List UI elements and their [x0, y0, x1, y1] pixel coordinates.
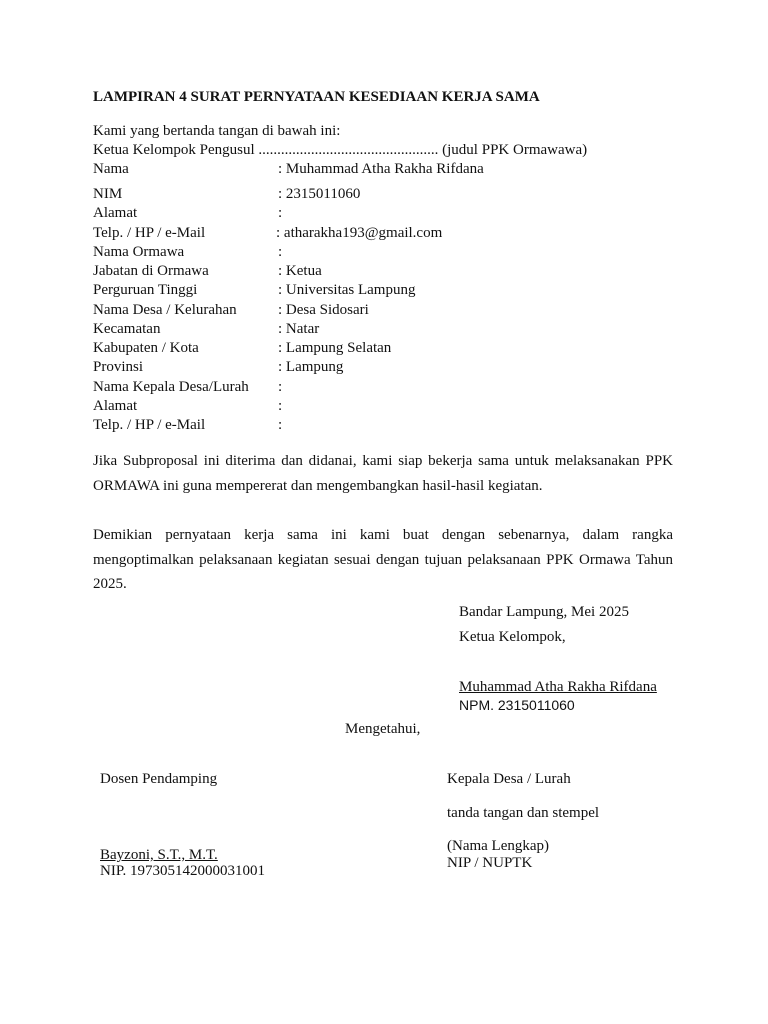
field-value: : Lampung [278, 359, 344, 375]
field-label: Perguruan Tinggi [93, 282, 198, 298]
ketua-kelompok-line: Ketua Kelompok Pengusul ................................................ (judul PPK Ormawawa) [93, 142, 588, 158]
intro-text: Kami yang bertanda tangan di bawah ini: [93, 123, 341, 139]
field-value: : Ketua [278, 263, 322, 279]
field-label: Nama [93, 161, 129, 177]
kepala-nip: NIP / NUPTK [447, 855, 533, 871]
field-value: : [278, 379, 283, 395]
dosen-nip: NIP. 197305142000031001 [100, 863, 266, 879]
field-label: Telp. / HP / e-Mail [93, 417, 206, 433]
field-value: : [278, 244, 283, 260]
field-value: : Lampung Selatan [278, 340, 392, 356]
commitment-paragraph: Jika Subproposal ini diterima dan didanai, kami siap bekerja sama untuk melaksanakan PPK ORMAWA ini guna mempererat dan mengembangkan hasil-hasil kegiatan. [93, 453, 673, 494]
field-value: : [278, 398, 283, 414]
field-label: Nama Ormawa [93, 244, 185, 260]
leader-name: Muhammad Atha Rakha Rifdana [459, 679, 657, 695]
field-value: : Universitas Lampung [278, 282, 416, 298]
field-value: : [278, 417, 283, 433]
field-label: Jabatan di Ormawa [93, 263, 209, 279]
leader-role: Ketua Kelompok, [459, 629, 566, 645]
stamp-note: tanda tangan dan stempel [447, 805, 600, 821]
field-value: : Muhammad Atha Rakha Rifdana [278, 161, 484, 177]
leader-npm: NPM. 2315011060 [459, 697, 575, 713]
field-value: : Natar [278, 321, 320, 337]
closing-paragraph: Demikian pernyataan kerja sama ini kami buat dengan sebenarnya, dalam rangka mengoptimalkan pelaksanaan kegiatan sesuai dengan tujuan pelaksanaan PPK Ormawa Tahun 2025. [93, 527, 673, 592]
field-label: Nama Desa / Kelurahan [93, 302, 237, 318]
field-value: : atharakha193@gmail.com [276, 225, 443, 241]
field-label: NIM [93, 186, 123, 202]
kepala-role: Kepala Desa / Lurah [447, 771, 571, 787]
dosen-name: Bayzoni, S.T., M.T. [100, 847, 218, 863]
field-label: Kabupaten / Kota [93, 340, 199, 356]
kepala-name: (Nama Lengkap) [447, 838, 550, 854]
field-label: Nama Kepala Desa/Lurah [93, 379, 249, 395]
field-label: Alamat [93, 398, 138, 414]
field-label: Provinsi [93, 359, 144, 375]
field-value: : [278, 205, 283, 221]
field-label: Alamat [93, 205, 138, 221]
place-date: Bandar Lampung, Mei 2025 [459, 604, 629, 620]
field-value: : 2315011060 [278, 186, 361, 202]
document-title: LAMPIRAN 4 SURAT PERNYATAAN KESEDIAAN KERJA SAMA [93, 89, 540, 105]
field-label: Kecamatan [93, 321, 161, 337]
field-value: : Desa Sidosari [278, 302, 369, 318]
dosen-role: Dosen Pendamping [100, 771, 218, 787]
mengetahui-label: Mengetahui, [345, 721, 421, 737]
field-label: Telp. / HP / e-Mail [93, 225, 206, 241]
